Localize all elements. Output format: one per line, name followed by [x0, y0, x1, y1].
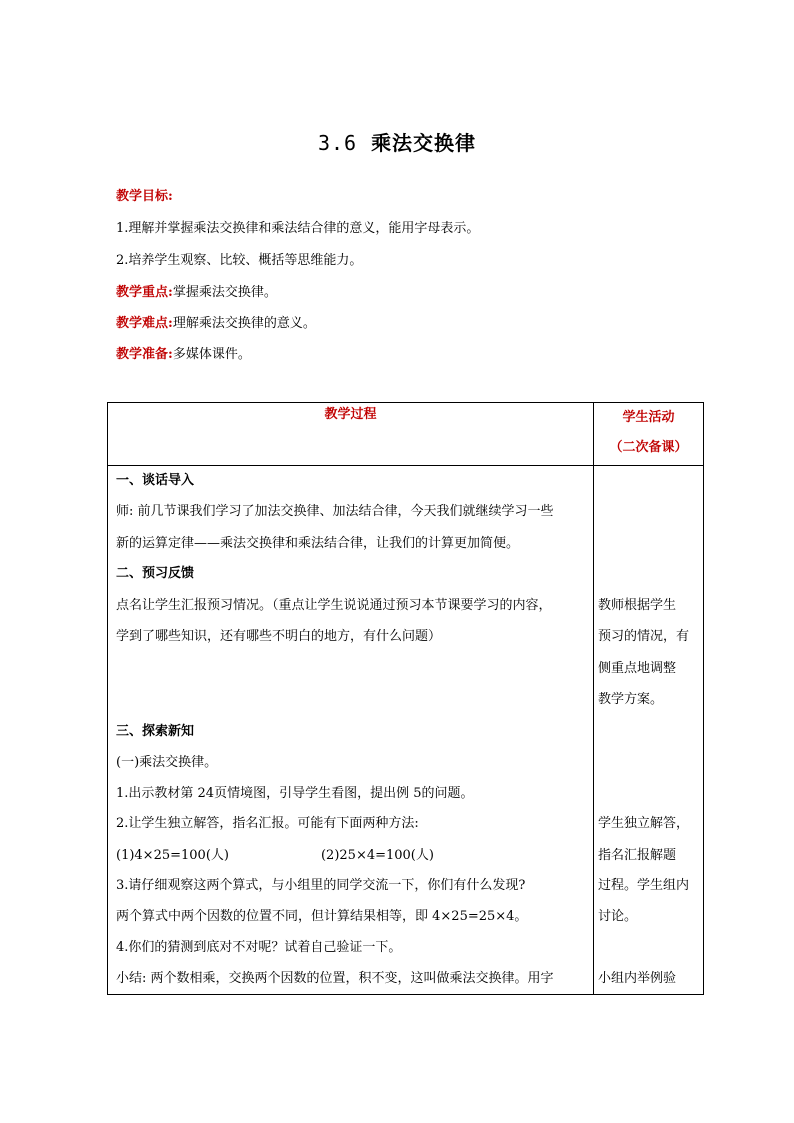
key-point-text: 掌握乘法交换律。	[172, 285, 277, 300]
paragraph-line: 师: 前几节课我们学习了加法交换律、加法结合律，今天我们就继续学习一些	[116, 504, 554, 519]
activity-line: 学生独立解答，	[598, 816, 690, 831]
header-side-line2: （二次备课）	[609, 440, 688, 455]
difficulty-text: 理解乘法交换律的意义。	[172, 316, 316, 331]
step-line: 3.请仔细观察这两个算式，与小组里的同学交流一下，你们有什么发现?	[116, 878, 526, 893]
section-heading-intro: 一、谈话导入	[116, 473, 195, 488]
methods-line	[116, 848, 434, 864]
activity-line: 教学方案。	[598, 692, 664, 707]
section-number: 3.6	[317, 131, 358, 155]
activity-line: 讨论。	[598, 909, 638, 924]
header-student-activity	[594, 403, 704, 466]
method-1: (1)4×25=100(人)	[116, 848, 229, 863]
preparation-label: 教学准备:	[116, 347, 173, 362]
difficulty-label: 教学难点:	[116, 316, 173, 331]
activity-line: 小组内举例验	[598, 971, 677, 986]
subsection-heading: (一)乘法交换律。	[116, 755, 218, 770]
paragraph-line: 学到了哪些知识，还有哪些不明白的地方，有什么问题）	[116, 629, 442, 644]
student-activity-cell	[594, 466, 704, 995]
summary-line: 小结: 两个数相乘，交换两个因数的位置，积不变，这叫做乘法交换律。用字	[116, 971, 554, 986]
key-point-label: 教学重点:	[116, 285, 173, 300]
step-line: 4.你们的猜测到底对不对呢？试着自己验证一下。	[116, 940, 402, 955]
activity-line: 过程。学生组内	[598, 878, 690, 893]
objective-item-1: 1.理解并掌握乘法交换律和乘法结合律的意义，能用字母表示。	[116, 221, 480, 236]
step-line: 2.让学生独立解答，指名汇报。可能有下面两种方法:	[116, 816, 419, 831]
paragraph-line: 新的运算定律——乘法交换律和乘法结合律，让我们的计算更加简便。	[116, 536, 520, 551]
key-point-row	[116, 285, 277, 301]
preparation-row	[116, 347, 251, 363]
activity-line: 指名汇报解题	[598, 848, 677, 863]
activity-line: 教师根据学生	[598, 598, 677, 613]
header-teaching-process: 教学过程	[108, 403, 594, 466]
activity-line: 预习的情况，有	[598, 629, 690, 644]
lesson-table	[107, 402, 704, 995]
difficulty-row	[116, 316, 316, 332]
table-body-row	[108, 466, 704, 995]
section-heading-explore: 三、探索新知	[116, 724, 195, 739]
paragraph-line: 点名让学生汇报预习情况。（重点让学生说说通过预习本节课要学习的内容，	[116, 598, 552, 613]
section-heading-preview: 二、预习反馈	[116, 566, 195, 581]
preparation-text: 多媒体课件。	[172, 347, 251, 362]
page-title	[0, 127, 794, 156]
objective-item-2: 2.培养学生观察、比较、概括等思维能力。	[116, 253, 363, 268]
step-line: 1.出示教材第 24页情境图，引导学生看图，提出例 5的问题。	[116, 786, 474, 801]
title-text: 乘法交换律	[371, 131, 477, 155]
objectives-label: 教学目标:	[116, 189, 173, 204]
activity-line: 侧重点地调整	[598, 661, 677, 676]
finding-line: 两个算式中两个因数的位置不同，但计算结果相等，即 4×25=25×4。	[116, 909, 528, 924]
method-2: (2)25×4=100(人)	[320, 848, 434, 863]
table-header-row	[108, 403, 704, 466]
teaching-process-cell	[108, 466, 594, 995]
header-side-line1: 学生活动	[622, 410, 675, 425]
